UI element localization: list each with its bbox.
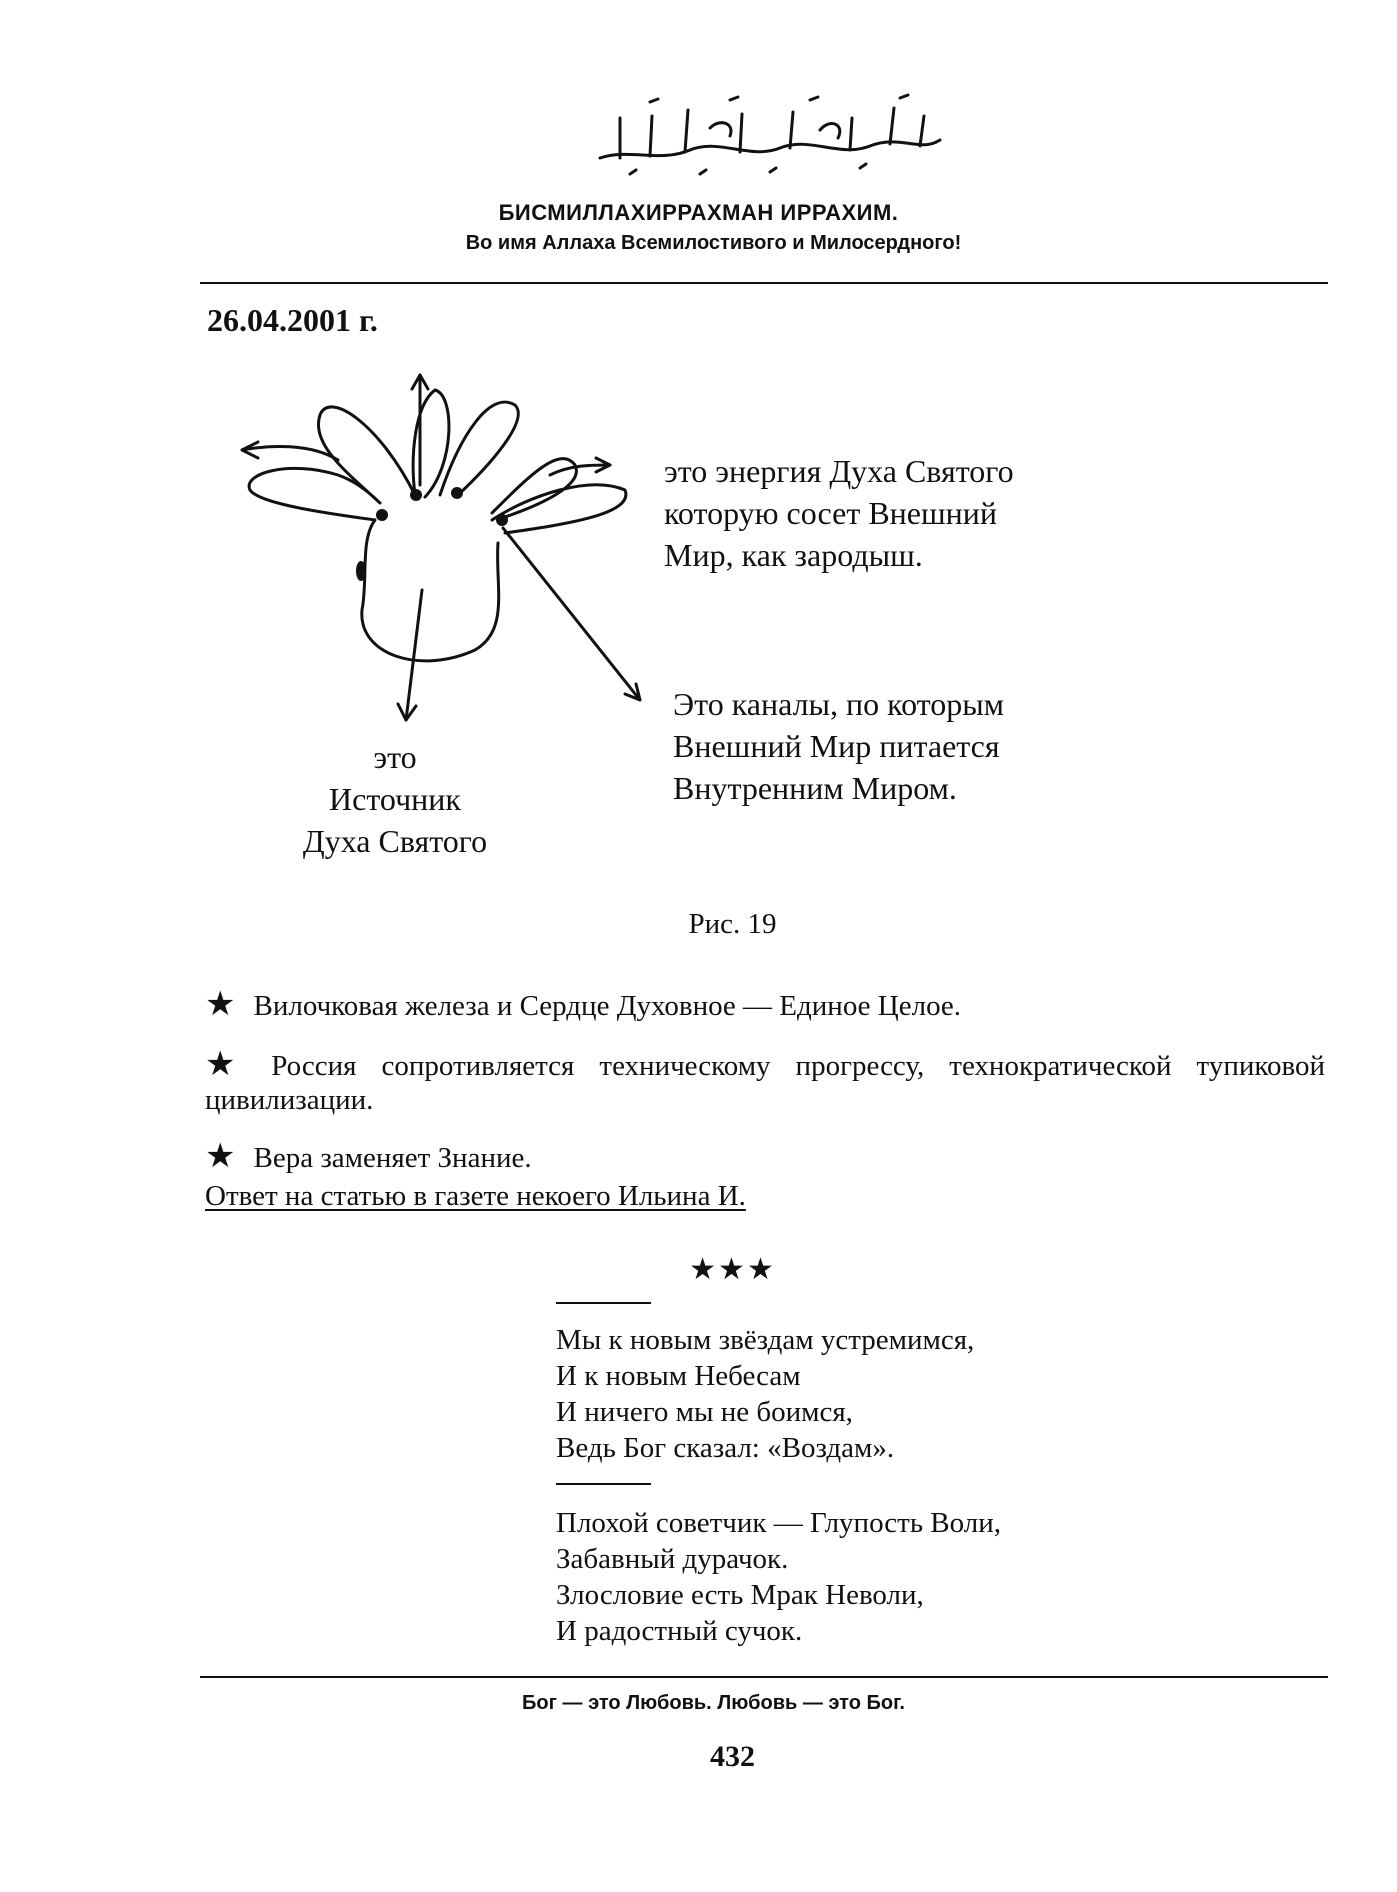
annotation-line: это [373, 739, 417, 775]
header-divider [200, 282, 1328, 284]
star-icon: ★ [205, 1046, 254, 1083]
poem-stanza [556, 1322, 974, 1466]
annotation-line: Это каналы, по которым [673, 686, 1004, 722]
annotation-line: Источник [329, 781, 461, 817]
annotation-line: Внешний Мир питается [673, 728, 1000, 764]
poem-line: И ничего мы не боимся, [556, 1396, 853, 1428]
annotation-line: это энергия Духа Святого [664, 453, 1014, 489]
footer-divider [200, 1676, 1328, 1678]
star-icon: ★ [205, 1138, 236, 1175]
annotation-line: Внутренним Миром. [673, 770, 957, 806]
poem-line: Мы к новым звёздам устремимся, [556, 1324, 975, 1356]
poem-separator-stars: ★★★ [689, 1253, 776, 1286]
list-item [205, 988, 1325, 1023]
annotation-line: Мир, как зародыш. [664, 537, 923, 573]
page-number: 432 [710, 1740, 755, 1773]
list-item [205, 1140, 1325, 1175]
poem-line: И радостный сучок. [556, 1615, 803, 1647]
reply-heading: Ответ на статью в газете некоего Ильина И. [205, 1180, 746, 1212]
figure-caption: Рис. 19 [688, 908, 777, 940]
poem-line: Злословие есть Мрак Неволи, [556, 1579, 924, 1611]
list-item [205, 1048, 1325, 1117]
hand-energy-diagram [230, 365, 650, 735]
annotation-line: которую сосет Внешний [664, 495, 998, 531]
annotation-source [210, 736, 580, 862]
poem-line: Ведь Бог сказал: «Воздам». [556, 1432, 895, 1464]
poem-line: Забавный дурачок. [556, 1543, 789, 1575]
footer-motto: Бог — это Любовь. Любовь — это Бог. [522, 1692, 905, 1714]
entry-date: 26.04.2001 г. [207, 302, 378, 338]
basmala-calligraphy [590, 88, 950, 188]
stanza-divider [556, 1302, 651, 1304]
annotation-line: Духа Святого [302, 823, 488, 859]
item-text: Вера заменяет Знание. [253, 1142, 532, 1174]
poem-stanza [556, 1505, 1001, 1649]
item-text: Вилочковая железа и Сердце Духовное — Единое Целое. [253, 990, 962, 1022]
star-icon: ★ [205, 986, 236, 1023]
basmala-transliteration: БИСМИЛЛАХИРРАХМАН ИРРАХИМ. [498, 200, 899, 225]
item-text: Россия сопротивляется техническому прогрессу, технократической тупиковой цивилизации. [205, 1050, 1326, 1116]
poem-line: И к новым Небесам [556, 1360, 801, 1392]
stanza-divider [556, 1483, 651, 1485]
annotation-channels [673, 683, 1004, 809]
basmala-translation: Во имя Аллаха Всемилостивого и Милосердного! [465, 232, 962, 254]
poem-line: Плохой советчик — Глупость Воли, [556, 1507, 1002, 1539]
annotation-spirit-energy [664, 450, 1014, 576]
